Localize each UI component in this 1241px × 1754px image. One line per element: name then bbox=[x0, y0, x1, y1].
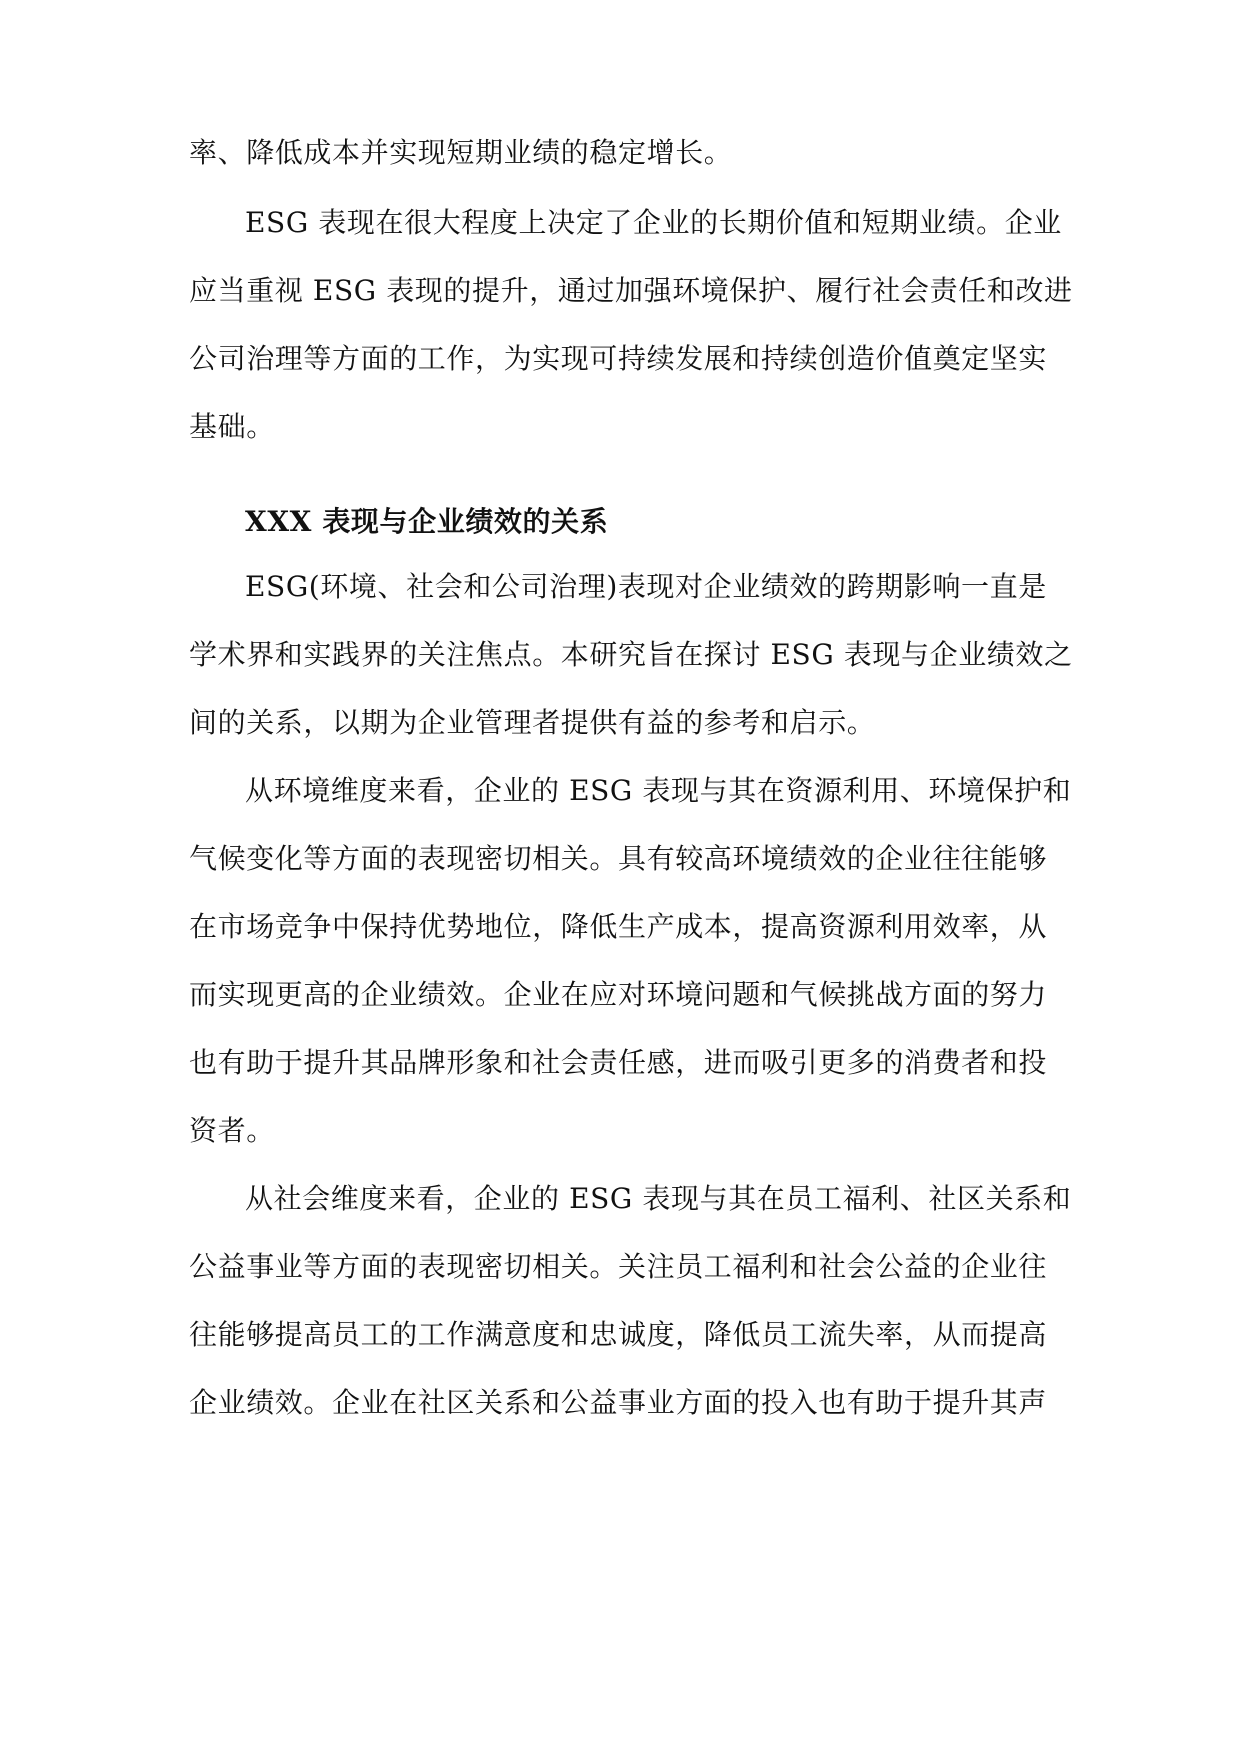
text-line: 企业绩效。企业在社区关系和公益事业方面的投入也有助于提升其声 bbox=[189, 1386, 1048, 1419]
text-line: 率、降低成本并实现短期业绩的稳定增长。 bbox=[189, 136, 733, 169]
text-line: 学术界和实践界的关注焦点。本研究旨在探讨 ESG 表现与企业绩效之 bbox=[189, 638, 1073, 671]
text-line: 间的关系，以期为企业管理者提供有益的参考和启示。 bbox=[189, 706, 876, 739]
text-line: 在市场竞争中保持优势地位，降低生产成本，提高资源利用效率，从 bbox=[189, 910, 1048, 943]
section-heading: XXX 表现与企业绩效的关系 bbox=[245, 505, 609, 538]
text-line: 应当重视 ESG 表现的提升，通过加强环境保护、履行社会责任和改进 bbox=[189, 274, 1073, 307]
text-line: ESG 表现在很大程度上决定了企业的长期价值和短期业绩。企业 bbox=[245, 206, 1062, 239]
text-line: 从社会维度来看，企业的 ESG 表现与其在员工福利、社区关系和 bbox=[245, 1182, 1072, 1215]
text-line: 资者。 bbox=[189, 1114, 275, 1147]
text-line: 往能够提高员工的工作满意度和忠诚度，降低员工流失率，从而提高 bbox=[189, 1318, 1048, 1351]
text-line: 从环境维度来看，企业的 ESG 表现与其在资源利用、环境保护和 bbox=[245, 774, 1072, 807]
text-line: 基础。 bbox=[189, 410, 275, 443]
text-line: 气候变化等方面的表现密切相关。具有较高环境绩效的企业往往能够 bbox=[189, 842, 1048, 875]
text-line: 公司治理等方面的工作，为实现可持续发展和持续创造价值奠定坚实 bbox=[189, 342, 1048, 375]
text-line: 也有助于提升其品牌形象和社会责任感，进而吸引更多的消费者和投 bbox=[189, 1046, 1048, 1079]
text-line: 公益事业等方面的表现密切相关。关注员工福利和社会公益的企业往 bbox=[189, 1250, 1048, 1283]
text-line: ESG(环境、社会和公司治理)表现对企业绩效的跨期影响一直是 bbox=[245, 570, 1047, 603]
text-line: 而实现更高的企业绩效。企业在应对环境问题和气候挑战方面的努力 bbox=[189, 978, 1048, 1011]
